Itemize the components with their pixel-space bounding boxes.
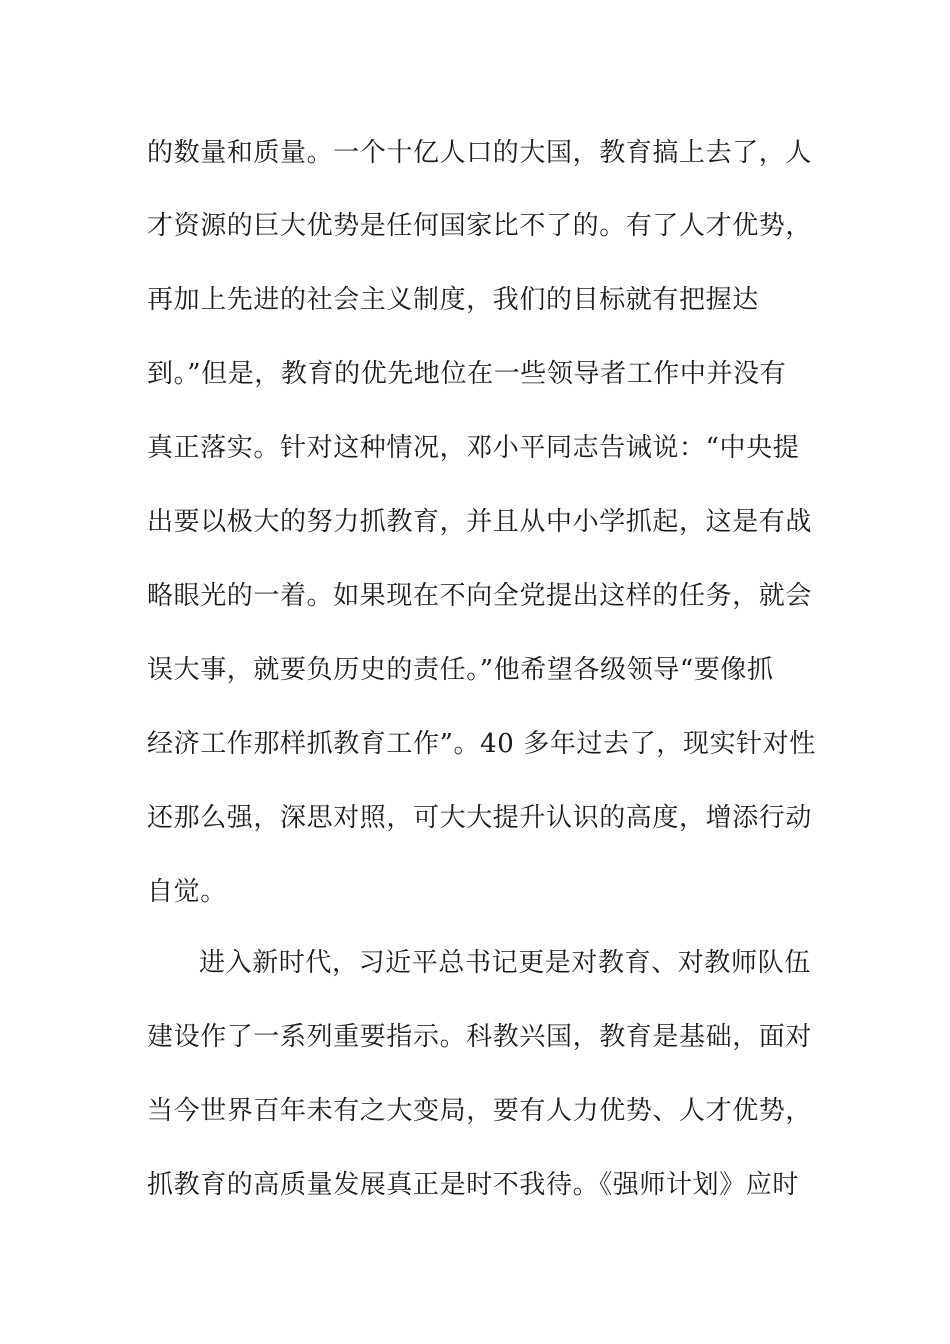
text-line: 真正落实。针对这种情况，邓小平同志告诫说：“中央提 xyxy=(147,433,800,463)
text-line: 的数量和质量。一个十亿人口的大国，教育搞上去了，人 xyxy=(147,138,813,168)
text-line: 略眼光的一着。如果现在不向全党提出这样的任务，就会 xyxy=(147,581,813,611)
text-line: 再加上先进的社会主义制度，我们的目标就有把握达 xyxy=(147,285,759,315)
text-line: 自觉。 xyxy=(147,877,227,907)
text-line: 出要以极大的努力抓教育，并且从中小学抓起，这是有战 xyxy=(147,507,813,537)
text-line: 建设作了一系列重要指示。科教兴国，教育是基础，面对 xyxy=(147,1022,813,1052)
text-line: 当今世界百年未有之大变局，要有人力优势、人才优势， xyxy=(147,1096,813,1126)
text-line: 还那么强，深思对照，可大大提升认识的高度，增添行动 xyxy=(147,803,813,833)
text-line: 经济工作那样抓教育工作”。40 多年过去了，现实针对性 xyxy=(147,729,816,759)
text-line: 抓教育的高质量发展真正是时不我待。《强师计划》应时 xyxy=(147,1170,800,1200)
text-line: 才资源的巨大优势是任何国家比不了的。有了人才优势， xyxy=(147,211,813,241)
text-line: 到。”但是，教育的优先地位在一些领导者工作中并没有 xyxy=(147,359,787,389)
text-line: 误大事，就要负历史的责任。”他希望各级领导“要像抓 xyxy=(147,655,774,685)
paragraph-first-line: 进入新时代，习近平总书记更是对教育、对教师队伍 xyxy=(199,948,811,978)
